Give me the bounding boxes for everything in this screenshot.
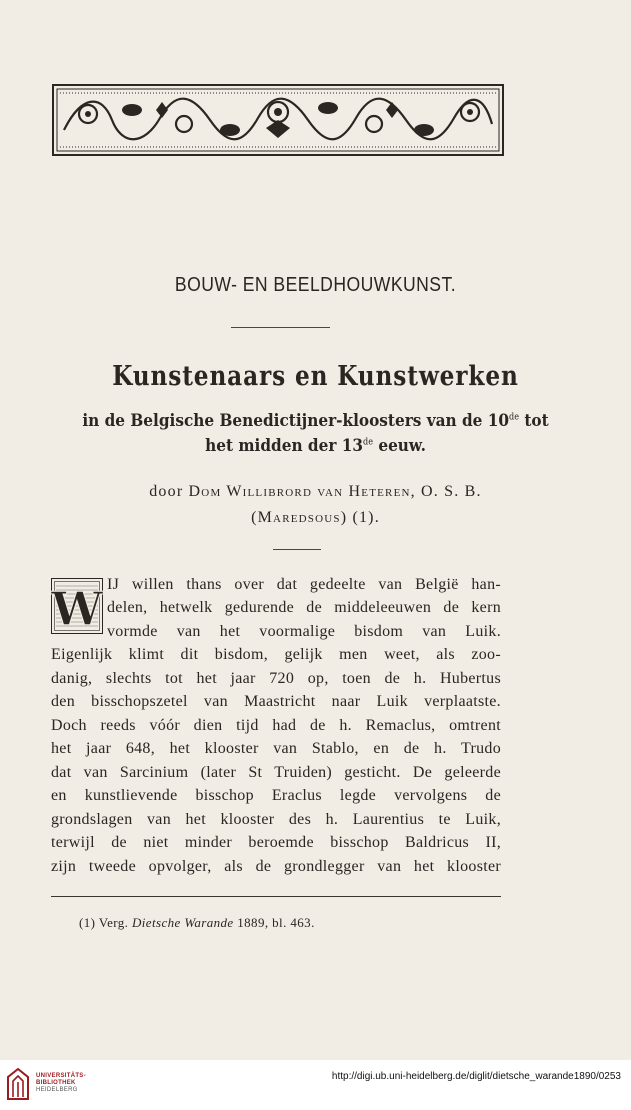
library-logo-text: UNIVERSITÄTS- BIBLIOTHEK HEIDELBERG: [36, 1073, 86, 1093]
article-title: Kunstenaars en Kunstwerken: [112, 361, 519, 392]
source-url-link[interactable]: http://digi.ub.uni-heidelberg.de/diglit/dietsche_warande1890/0253: [331, 1071, 621, 1082]
body-line: dat van Sarcinium (later St Truiden) gesticht. De geleerde: [51, 764, 501, 781]
author-line: door Dom Willibrord van Heteren, O. S. B.: [149, 483, 482, 500]
body-line: terwijl de niet minder beroemde bisschop Baldricus II,: [51, 834, 501, 851]
viewer-footer: [0, 1060, 631, 1110]
body-line: den bisschopszetel van Maastricht naar Luik verplaatste.: [51, 693, 501, 710]
article-subtitle-line: het midden der 13de eeuw.: [205, 436, 426, 456]
divider: [273, 549, 321, 550]
body-line: en kunstlievende bisschop Eraclus legde vervolgens de: [51, 787, 501, 804]
body-line: delen, hetwelk gedurende de middeleeuwen de kern: [107, 599, 501, 616]
body-line: IJ willen thans over dat gedeelte van België han-: [107, 576, 501, 593]
footnote: (1) Verg. Dietsche Warande 1889, bl. 463.: [79, 915, 315, 930]
body-line: danig, slechts tot het jaar 720 op, toen de h. Hubertus: [51, 670, 501, 687]
body-line: grondslagen van het klooster des h. Laurentius te Luik,: [51, 811, 501, 828]
author-affiliation: (Maredsous) (1).: [251, 509, 380, 526]
article-subtitle-line: in de Belgische Benedictijner-kloosters van de 10de tot: [82, 411, 549, 431]
svg-text:W: W: [51, 582, 103, 634]
body-line: Eigenlijk klimt dit bisdom, gelijk men weet, als zoo-: [51, 646, 501, 663]
body-line: Doch reeds vóór dien tijd had de h. Remaclus, omtrent: [51, 717, 501, 734]
ornamental-headpiece: [52, 84, 504, 156]
body-line: zijn tweede opvolger, als de grondlegger van het klooster: [51, 858, 501, 875]
decorated-initial: [51, 578, 103, 634]
body-line: het jaar 648, het klooster van Stablo, en de h. Trudo: [51, 740, 501, 757]
divider: [231, 327, 330, 328]
footnote-divider: [51, 896, 501, 897]
body-line: vormde van het voormalige bisdom van Luik.: [107, 623, 501, 640]
library-logo-icon: [6, 1067, 30, 1101]
section-title: BOUW- EN BEELDHOUWKUNST.: [174, 274, 457, 296]
